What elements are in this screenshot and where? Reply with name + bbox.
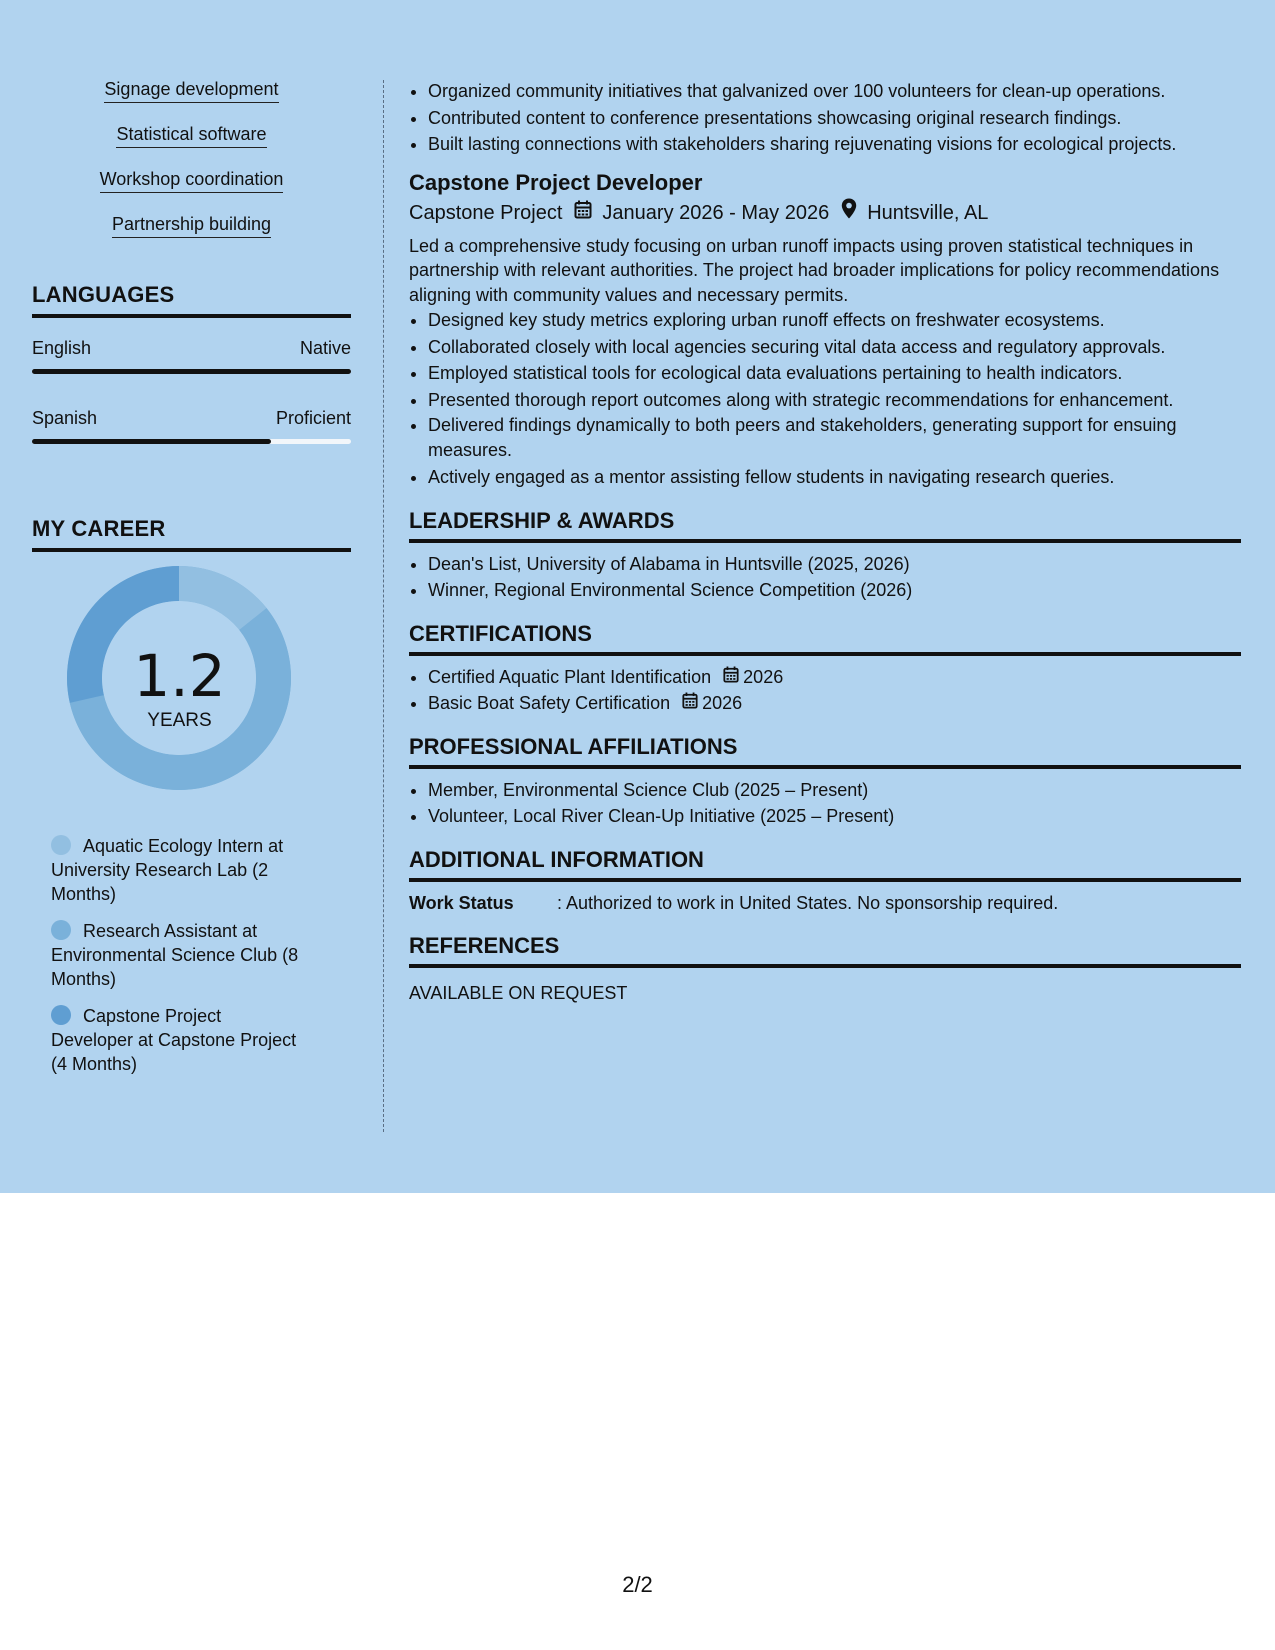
legend-dot: [51, 835, 71, 855]
additional-info-heading: ADDITIONAL INFORMATION: [409, 846, 1241, 882]
map-pin-icon: [841, 198, 857, 228]
certifications-section: [409, 620, 1241, 717]
bullet-item: • Contributed content to conference presentations showcasing original research findings.: [428, 105, 1241, 132]
job-location: Huntsville, AL: [867, 201, 989, 224]
job-meta: [409, 198, 1241, 228]
languages-section: [32, 282, 351, 444]
language-level: Proficient: [275, 408, 351, 428]
bullet-item: • Delivered findings dynamically to both peers and stakeholders, generating support for ensuing measures.: [428, 413, 1241, 464]
bullet-item: • Winner, Regional Environmental Science Competition (2026): [428, 577, 1241, 604]
bullet-item: • Employed statistical tools for ecological data evaluations pertaining to health indicators.: [428, 360, 1241, 387]
calendar-icon: [723, 664, 739, 691]
work-status-value: : Authorized to work in United States. No sponsorship required.: [557, 892, 1059, 913]
column-divider: [383, 80, 384, 1132]
leadership-section: [409, 507, 1241, 604]
work-status-row: [409, 890, 1241, 916]
career-section: [32, 516, 351, 1076]
references-section: [409, 932, 1241, 1006]
references-heading: REFERENCES: [409, 932, 1241, 968]
language-row-english: [32, 338, 351, 359]
bullet-item: • Actively engaged as a mentor assisting fellow students in navigating research queries.: [428, 464, 1241, 491]
bullet-item: • Designed key study metrics exploring urban runoff effects on freshwater ecosystems.: [428, 307, 1241, 334]
job-company: Capstone Project: [409, 201, 563, 224]
legend-dot: [51, 1005, 71, 1025]
affiliations-heading: PROFESSIONAL AFFILIATIONS: [409, 733, 1241, 769]
bullet-item: • Organized community initiatives that galvanized over 100 volunteers for clean-up operations.: [428, 78, 1241, 105]
leadership-list: [409, 551, 1241, 604]
bullet-item: • Built lasting connections with stakeholders sharing rejuvenating visions for ecological projects.: [428, 131, 1241, 158]
experience-bullets-previous: [409, 78, 1241, 158]
language-bar-fill: [32, 369, 351, 374]
career-heading: MY CAREER: [32, 516, 351, 552]
bullet-item: • Volunteer, Local River Clean-Up Initiative (2025 – Present): [428, 803, 1241, 830]
leadership-heading: LEADERSHIP & AWARDS: [409, 507, 1241, 543]
languages-heading: LANGUAGES: [32, 282, 351, 318]
job-title: Capstone Project Developer: [409, 169, 703, 195]
certifications-list: [409, 664, 1241, 717]
job-entry: [409, 168, 1241, 491]
sidebar: [32, 78, 351, 1089]
career-donut-chart: [32, 566, 351, 826]
bullet-item: • Collaborated closely with local agencies securing vital data access and regulatory approvals.: [428, 334, 1241, 361]
career-legend-item: Aquatic Ecology Intern at University Research Lab (2 Months): [51, 836, 284, 904]
calendar-icon: [574, 198, 592, 228]
skill-item: Signage development: [32, 78, 351, 101]
certification-item: [428, 690, 1241, 717]
language-bar-english: [32, 369, 351, 374]
legend-dot: [51, 920, 71, 940]
bullet-item: • Presented thorough report outcomes along with strategic recommendations for enhancement.: [428, 387, 1241, 414]
language-bar-spanish: [32, 439, 351, 444]
job-dates: January 2026 - May 2026: [602, 201, 830, 224]
certifications-heading: CERTIFICATIONS: [409, 620, 1241, 656]
main-content: [409, 78, 1241, 1006]
career-unit: YEARS: [147, 710, 212, 731]
affiliations-list: [409, 777, 1241, 830]
work-status-label: Work Status: [409, 892, 514, 913]
career-legend-item: Capstone Project Developer at Capstone Project (4 Months): [51, 1006, 297, 1074]
certification-name: • Certified Aquatic Plant Identification: [428, 666, 712, 687]
career-legend-item: Research Assistant at Environmental Science Club (8 Months): [51, 921, 299, 989]
job-description: Led a comprehensive study focusing on urban runoff impacts using proven statistical techniques in partnership with relevant authorities. The project had broader implications for policy recommendations aligning with community values and necessary permits.: [409, 235, 1220, 305]
calendar-icon: [682, 690, 698, 717]
language-name: English: [32, 338, 92, 358]
affiliations-section: [409, 733, 1241, 830]
language-row-spanish: [32, 408, 351, 429]
skill-item: Workshop coordination: [32, 168, 351, 191]
career-total: 1.2: [133, 642, 226, 710]
references-text: AVAILABLE ON REQUEST: [409, 982, 628, 1003]
bullet-item: • Dean's List, University of Alabama in Huntsville (2025, 2026): [428, 551, 1241, 578]
certification-name: • Basic Boat Safety Certification: [428, 693, 671, 713]
page-number: 2/2: [622, 1572, 653, 1597]
language-name: Spanish: [32, 408, 98, 428]
skill-item: Partnership building: [32, 213, 351, 236]
language-bar-fill: [32, 439, 271, 444]
job-bullets: [409, 307, 1241, 491]
additional-info-section: [409, 846, 1241, 916]
certification-item: [428, 664, 1241, 691]
career-legend: [32, 834, 302, 1076]
bullet-item: • Member, Environmental Science Club (2025 – Present): [428, 777, 1241, 804]
certification-year: 2026: [743, 666, 784, 687]
language-level: Native: [299, 338, 351, 358]
certification-year: 2026: [702, 693, 743, 713]
skill-item: Statistical software: [32, 123, 351, 146]
skills-list: [32, 78, 351, 236]
